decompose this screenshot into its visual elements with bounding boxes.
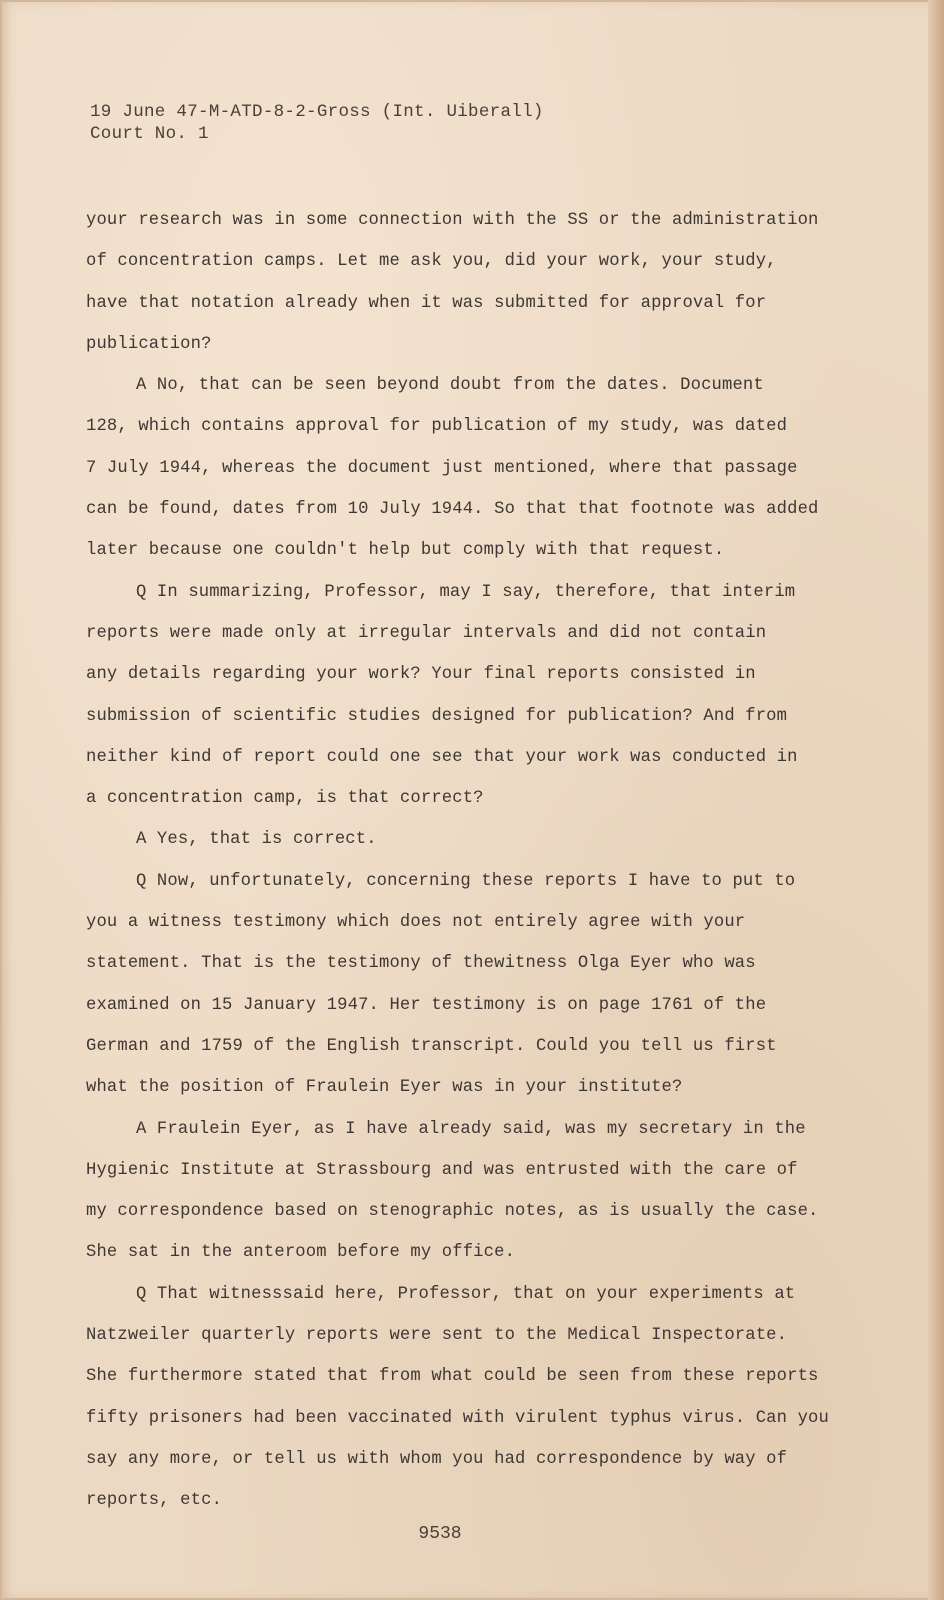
question-line: Q In summarizing, Professor, may I say, therefore, that interim <box>136 582 796 602</box>
transcript-body <box>86 200 829 1522</box>
text-line: Natzweiler quarterly reports were sent to the Medical Inspectorate. <box>86 1326 788 1346</box>
text-line: neither kind of report could one see that your work was conducted in <box>86 747 798 767</box>
question-line: Q Now, unfortunately, concerning these reports I have to put to <box>136 871 796 891</box>
text-line: you a witness testimony which does not entirely agree with your <box>86 913 746 933</box>
text-line: my correspondence based on stenographic notes, as is usually the case. <box>86 1202 819 1222</box>
text-line: examined on 15 January 1947. Her testimony is on page 1761 of the <box>86 995 767 1015</box>
document-header <box>90 101 544 145</box>
text-line: She furthermore stated that from what could be seen from these reports <box>86 1367 819 1387</box>
page-number: 9538 <box>418 1524 462 1544</box>
text-line: submission of scientific studies designed for publication? And from <box>86 706 788 726</box>
text-line: reports, etc. <box>86 1491 223 1511</box>
answer-line: A Yes, that is correct. <box>136 830 377 850</box>
text-line: later because one couldn't help but comply with that request. <box>86 541 725 561</box>
text-line: statement. That is the testimony of thewitness Olga Eyer who was <box>86 954 756 974</box>
header-reference: 19 June 47-M-ATD-8-2-Gross (Int. Uiberall) <box>90 102 544 122</box>
text-line: German and 1759 of the English transcript. Could you tell us first <box>86 1036 777 1056</box>
answer-line: A No, that can be seen beyond doubt from the dates. Document <box>136 376 764 396</box>
text-line: 128, which contains approval for publication of my study, was dated <box>86 417 788 437</box>
question-line: Q That witnesssaid here, Professor, that on your experiments at <box>136 1284 796 1304</box>
text-line: reports were made only at irregular intervals and did not contain <box>86 623 767 643</box>
text-line: Hygienic Institute at Strassbourg and was entrusted with the care of <box>86 1160 798 1180</box>
text-line: She sat in the anteroom before my office. <box>86 1243 516 1263</box>
text-line: your research was in some connection with the SS or the administration <box>86 211 819 230</box>
text-line: a concentration camp, is that correct? <box>86 789 484 809</box>
text-line: publication? <box>86 334 212 354</box>
text-line: fifty prisoners had been vaccinated with virulent typhus virus. Can you <box>86 1408 829 1428</box>
text-line: 7 July 1944, whereas the document just mentioned, where that passage <box>86 458 798 478</box>
text-line: of concentration camps. Let me ask you, did your work, your study, <box>86 252 777 272</box>
header-court: Court No. 1 <box>90 124 209 144</box>
text-line: can be found, dates from 10 July 1944. So that that footnote was added <box>86 500 819 520</box>
text-line: have that notation already when it was submitted for approval for <box>86 293 767 313</box>
answer-line: A Fraulein Eyer, as I have already said, was my secretary in the <box>136 1119 806 1139</box>
text-line: what the position of Fraulein Eyer was in your institute? <box>86 1078 683 1098</box>
text-line: say any more, or tell us with whom you had correspondence by way of <box>86 1449 788 1469</box>
text-line: any details regarding your work? Your final reports consisted in <box>86 665 756 685</box>
page-edge <box>928 0 944 1600</box>
